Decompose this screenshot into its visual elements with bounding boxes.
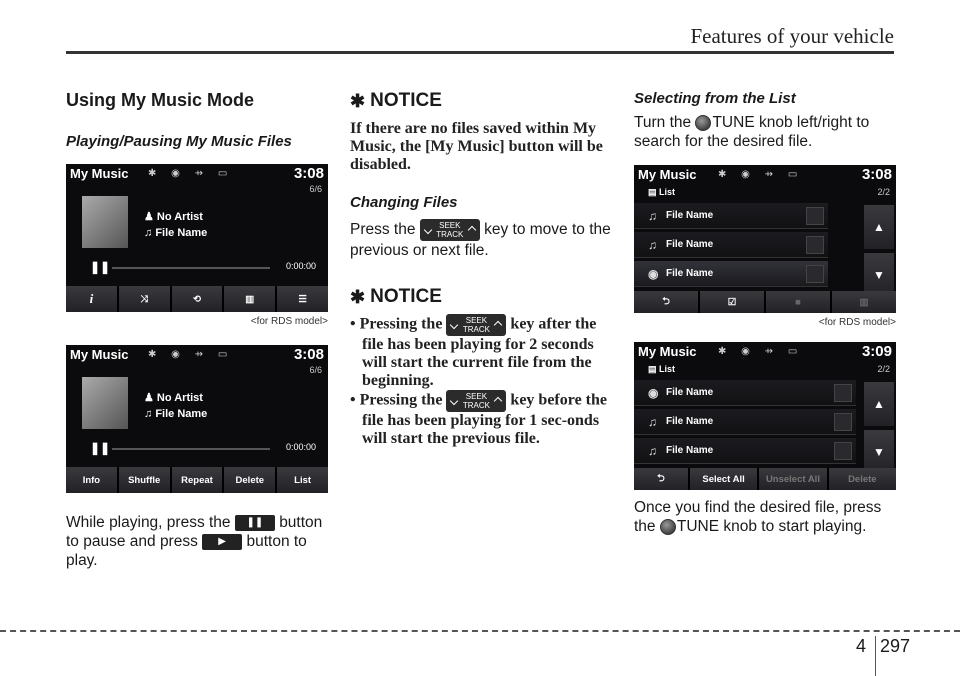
list-item[interactable]: ♫ File Name <box>634 409 856 435</box>
music-note-icon: ♫ <box>648 414 657 429</box>
screen-list <box>634 342 896 490</box>
file-list <box>634 380 856 467</box>
seek-track-key-icon: SEEK TRACK <box>446 314 506 336</box>
checkbox[interactable] <box>834 413 852 431</box>
column-middle <box>350 90 612 448</box>
delete-button[interactable]: Delete <box>224 467 275 493</box>
screen-time: 3:08 <box>293 165 324 182</box>
column-right <box>634 90 896 536</box>
delete-button[interactable]: Delete <box>829 468 896 490</box>
subheading-changing: Changing Files <box>350 194 458 211</box>
column-left <box>66 90 328 570</box>
checkbox[interactable] <box>834 442 852 460</box>
screen-time: 3:09 <box>861 343 892 360</box>
icon-button-bar <box>66 286 328 312</box>
list-label: ▤ List <box>648 187 676 197</box>
music-note-icon: ♫ <box>648 237 657 252</box>
scroll-up-button[interactable]: ▲ <box>864 382 894 426</box>
elapsed-time: 0:00:00 <box>285 442 316 452</box>
footer-rule <box>0 630 960 632</box>
list-icon-bar <box>634 291 896 313</box>
page-number: 297 <box>880 636 911 656</box>
repeat-button[interactable]: Repeat <box>172 467 223 493</box>
heading-my-music: Using My Music Mode <box>66 90 255 110</box>
list-button[interactable]: List <box>277 467 328 493</box>
screen-list-rds <box>634 165 896 313</box>
subheading-playing: Playing/Pausing My Music Files <box>66 133 292 150</box>
shuffle-icon[interactable]: ⤨ <box>119 286 170 312</box>
notice-2-bullet-1: • Pressing the SEEK TRACK key after the file has been playing for 2 seconds will start the current file from the beginning. <box>350 315 597 389</box>
section-title: Features of your vehicle <box>690 24 894 48</box>
artist-label: ♟ No Artist <box>144 211 203 223</box>
status-icons: ✱ ◉ ⇸ ▭ <box>148 168 234 179</box>
page-header <box>0 0 960 60</box>
play-pause-text: While playing, press the ❚❚ button to pause and press ▶ button to play. <box>66 514 323 569</box>
seek-track-key-icon: SEEK TRACK <box>446 390 506 412</box>
status-icons: ✱ ◉ ⇸ ▭ <box>718 169 804 180</box>
play-key-icon: ▶ <box>202 534 242 550</box>
artist-label: ♟ No Artist <box>144 392 203 404</box>
file-list <box>634 203 828 290</box>
chapter-number: 4 <box>856 636 867 656</box>
once-text: Once you find the desired file, press the TUNE knob to start playing. <box>634 499 882 535</box>
page-indicator: 2/2 <box>877 187 890 197</box>
track-count: 6/6 <box>309 365 322 375</box>
shuffle-button[interactable]: Shuffle <box>119 467 170 493</box>
footer-separator <box>875 636 876 676</box>
play-circle-icon: ◉ <box>648 266 659 281</box>
repeat-icon[interactable]: ⟲ <box>172 286 223 312</box>
progress-bar[interactable] <box>112 267 270 269</box>
tune-knob-icon <box>660 519 676 535</box>
music-note-icon: ♫ <box>648 443 657 458</box>
checkbox[interactable] <box>806 265 824 283</box>
scroll-down-button[interactable]: ▼ <box>864 430 894 474</box>
album-art-icon <box>82 377 128 429</box>
checkbox[interactable] <box>806 236 824 254</box>
elapsed-time: 0:00:00 <box>285 261 316 271</box>
notice-asterisk-icon: ✱ <box>350 90 366 111</box>
pause-icon[interactable]: ❚❚ <box>90 260 111 274</box>
unselect-all-button[interactable]: Unselect All <box>759 468 826 490</box>
screen-title: My Music <box>638 344 697 359</box>
play-circle-icon: ◉ <box>648 385 659 400</box>
unselect-all-icon[interactable]: ■ <box>766 291 830 313</box>
page-indicator: 2/2 <box>877 364 890 374</box>
seek-track-key-icon: SEEK TRACK <box>420 219 480 241</box>
caption-rds: <for RDS model> <box>818 317 896 328</box>
list-item[interactable]: ◉ File Name <box>634 380 856 406</box>
select-all-icon[interactable]: ☑ <box>700 291 764 313</box>
checkbox[interactable] <box>834 384 852 402</box>
info-button[interactable]: Info <box>66 467 117 493</box>
list-text-bar <box>634 468 896 490</box>
checkbox[interactable] <box>806 207 824 225</box>
progress-bar[interactable] <box>112 448 270 450</box>
delete-icon[interactable]: ▥ <box>832 291 896 313</box>
screen-title: My Music <box>638 167 697 182</box>
info-icon[interactable]: i <box>66 286 117 312</box>
music-note-icon: ♫ <box>648 208 657 223</box>
track-count: 6/6 <box>309 184 322 194</box>
screen-title: My Music <box>70 166 129 181</box>
pause-icon[interactable]: ❚❚ <box>90 441 111 455</box>
delete-icon[interactable]: ▥ <box>224 286 275 312</box>
file-label: ♫ File Name <box>144 227 208 239</box>
album-art-icon <box>82 196 128 248</box>
list-icon[interactable]: ☰ <box>277 286 328 312</box>
tune-knob-icon <box>695 115 711 131</box>
back-icon[interactable]: ⮌ <box>634 291 698 313</box>
screen-rds-player <box>66 164 328 312</box>
scroll-down-button[interactable]: ▼ <box>864 253 894 297</box>
notice-2-bullet-2: • Pressing the SEEK TRACK key before the file has been playing for 1 sec-onds will start the previous file. <box>350 391 607 447</box>
list-item[interactable]: ◉ File Name <box>634 261 828 287</box>
pause-key-icon: ❚❚ <box>235 515 275 531</box>
turn-text: Turn the TUNE knob left/right to search for the desired file. <box>634 114 870 150</box>
screen-player <box>66 345 328 493</box>
screen-time: 3:08 <box>293 346 324 363</box>
subheading-selecting: Selecting from the List <box>634 90 796 107</box>
changing-text: Press the SEEK TRACK key to move to the previous or next file. <box>350 221 611 259</box>
scroll-up-button[interactable]: ▲ <box>864 205 894 249</box>
notice-2: ✱ NOTICE <box>350 286 442 307</box>
screen-title: My Music <box>70 347 129 362</box>
list-item[interactable]: ♫ File Name <box>634 438 856 464</box>
notice-1-body: If there are no files saved within My Music, the [My Music] button will be disabled. <box>350 120 603 173</box>
status-icons: ✱ ◉ ⇸ ▭ <box>148 349 234 360</box>
screen-time: 3:08 <box>861 166 892 183</box>
notice-asterisk-icon: ✱ <box>350 286 366 307</box>
list-item[interactable]: ♫ File Name <box>634 203 828 229</box>
list-label: ▤ List <box>648 364 676 374</box>
status-icons: ✱ ◉ ⇸ ▭ <box>718 346 804 357</box>
caption-rds: <for RDS model> <box>250 316 328 327</box>
select-all-button[interactable]: Select All <box>690 468 757 490</box>
text-button-bar <box>66 467 328 493</box>
list-item[interactable]: ♫ File Name <box>634 232 828 258</box>
back-icon[interactable]: ⮌ <box>634 468 688 490</box>
notice-1: ✱ NOTICE <box>350 90 442 111</box>
header-rule <box>66 51 894 54</box>
file-label: ♫ File Name <box>144 408 208 420</box>
